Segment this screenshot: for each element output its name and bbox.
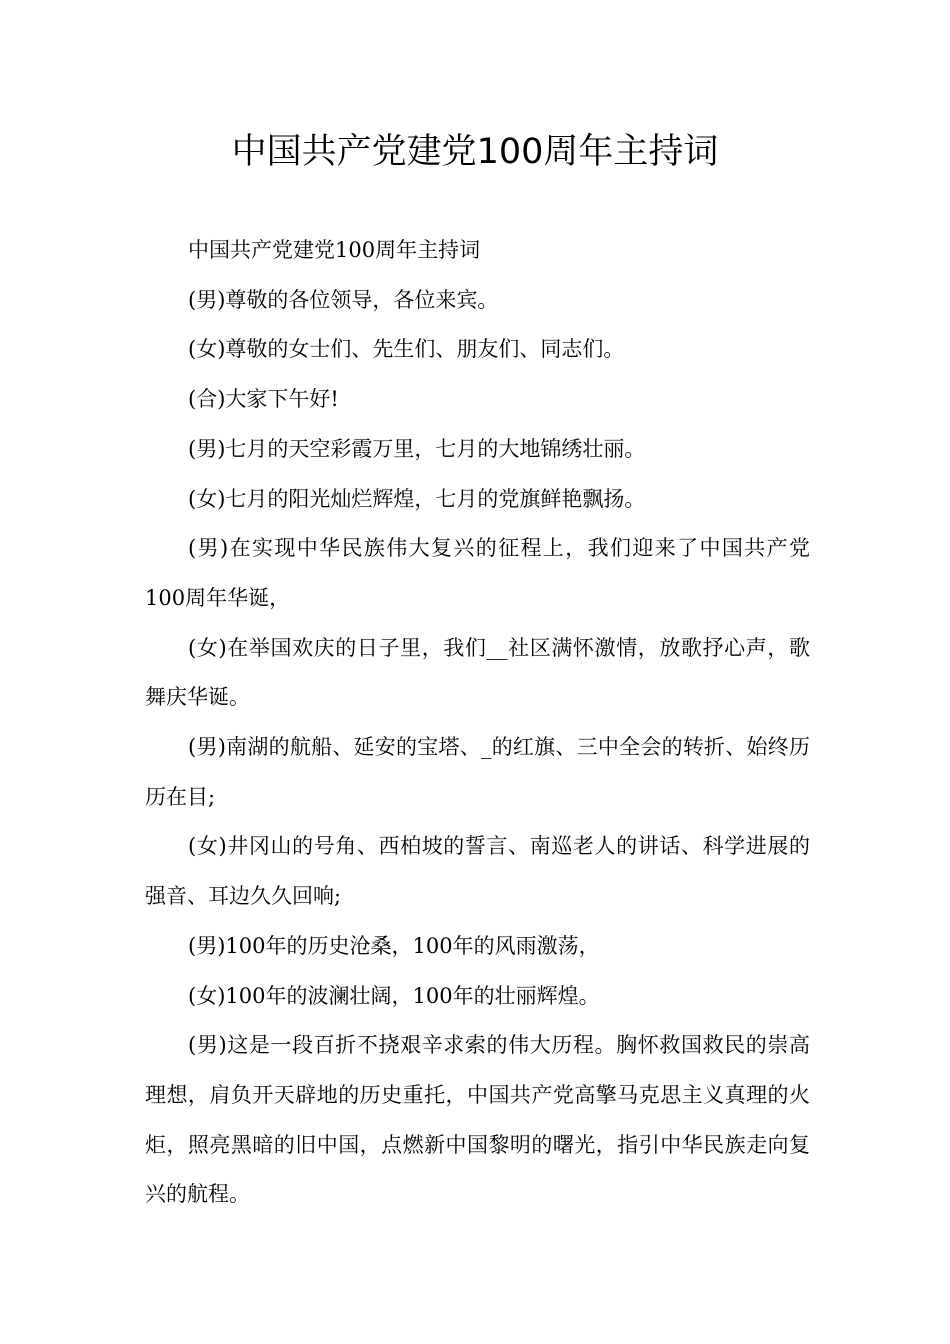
paragraph: (男)七月的天空彩霞万里，七月的大地锦绣壮丽。 [188,436,646,461]
paragraph: (合)大家下午好! [188,387,339,412]
document-body [145,226,810,1220]
paragraph: 中国共产党建党100周年主持词 [188,238,481,262]
document-title: 中国共产党建党100周年主持词 [231,132,719,172]
paragraph: (男)在实现中华民族伟大复兴的征程上，我们迎来了中国共产党100周年华诞， [145,536,810,610]
paragraph: (男)100年的历史沧桑，100年的风雨激荡， [188,933,600,958]
paragraph: (男)尊敬的各位领导，各位来宾。 [188,287,499,312]
paragraph: (男)南湖的航船、延安的宝塔、_的红旗、三中全会的转折、始终历历在目; [145,735,810,809]
paragraph: (女)100年的波澜壮阔，100年的壮丽辉煌。 [188,983,600,1008]
paragraph: (女)尊敬的女士们、先生们、朋友们、同志们。 [188,337,625,362]
paragraph: (男)这是一段百折不挠艰辛求索的伟大历程。胸怀救国救民的崇高理想，肩负开天辟地的历史重托，中国共产党高擎马克思主义真理的火炬，照亮黑暗的旧中国，点燃新中国黎明的曙光，指引中华民族走向复兴的航程。 [145,1033,810,1207]
paragraph: (女)七月的阳光灿烂辉煌，七月的党旗鲜艳飘扬。 [188,486,646,511]
paragraph: (女)在举国欢庆的日子里，我们__社区满怀激情，放歌抒心声，歌舞庆华诞。 [145,635,810,710]
paragraph: (女)井冈山的号角、西柏坡的誓言、南巡老人的讲话、科学进展的强音、耳边久久回响; [145,834,810,909]
